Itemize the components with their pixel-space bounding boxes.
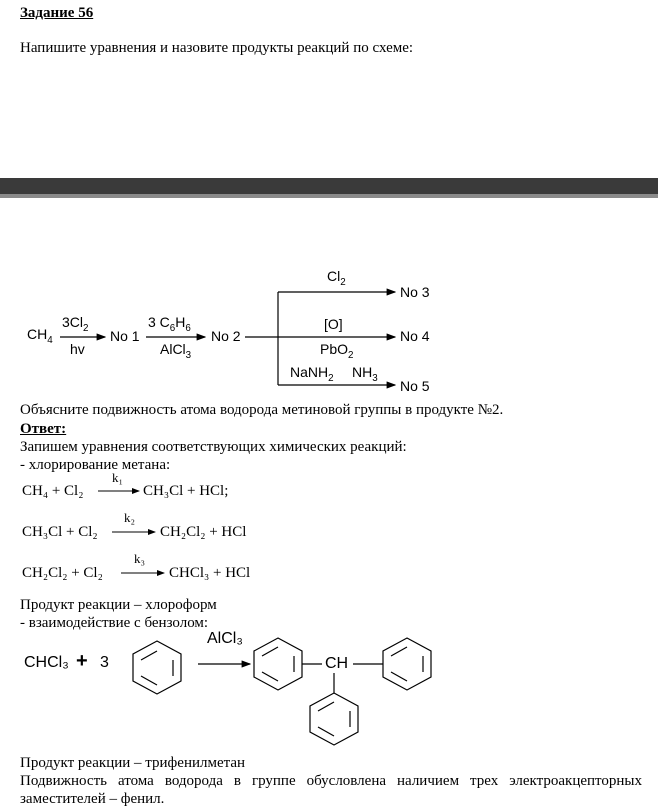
step2-text: - взаимодействие с бензолом: bbox=[20, 615, 209, 631]
eq1-k: k₁ bbox=[112, 470, 124, 485]
scheme-no5: No 5 bbox=[400, 378, 430, 394]
task-text: Напишите уравнения и назовите продукты реакций по схеме: bbox=[20, 40, 414, 56]
benzene-ring-icon bbox=[133, 641, 181, 694]
scheme-r2-top: 3 $C_6H_6$ bbox=[148, 314, 191, 334]
benz-chcl3: CHCl₃ bbox=[24, 654, 69, 671]
product2-text: Продукт реакции – трифенилметан bbox=[20, 755, 246, 771]
scheme-r1-top: $3Cl_2$ bbox=[62, 314, 89, 334]
scheme-b3-a: NaNH$_2$ bbox=[290, 364, 334, 384]
scheme-r1-bottom: hv bbox=[70, 341, 85, 357]
eq1-right: CH₃Cl + HCl; bbox=[143, 483, 229, 499]
phenyl-left-icon bbox=[254, 638, 302, 690]
scheme-r2-bottom: AlCl$_3$ bbox=[160, 341, 192, 361]
explain-text: Подвижность атома водорода в группе обусловлена наличием трех электроакцепторных заместителей – фенил. bbox=[20, 773, 642, 807]
phenyl-right-icon bbox=[383, 638, 431, 690]
intro-text: Запишем уравнения соответствующих химических реакций: bbox=[20, 439, 407, 455]
benz-plus: + bbox=[76, 650, 88, 672]
benz-catalyst: AlCl₃ bbox=[207, 630, 243, 647]
benz-coef: 3 bbox=[100, 654, 109, 671]
scheme-no4: No 4 bbox=[400, 328, 430, 344]
scheme-no2: No 2 bbox=[211, 328, 241, 344]
eq3-right: CHCl₃ + HCl bbox=[169, 565, 251, 581]
eq2-k: k₂ bbox=[124, 510, 136, 525]
eq2-left: CH₃Cl + Cl₂ bbox=[22, 524, 98, 540]
question-text: Объясните подвижность атома водорода метиновой группы в продукте №2. bbox=[20, 402, 504, 418]
scheme-b3-b: $NH_3$ bbox=[352, 364, 378, 384]
phenyl-bottom-icon bbox=[310, 693, 358, 745]
scheme-ch4: $CH_4$ bbox=[27, 326, 53, 346]
scheme-b1-top: $Cl_2$ bbox=[327, 268, 346, 288]
scheme-no1: No 1 bbox=[110, 328, 140, 344]
eq3-left: CH₂Cl₂ + Cl₂ bbox=[22, 565, 103, 581]
answer-label: Ответ: bbox=[20, 421, 67, 437]
benz-ch: CH bbox=[325, 655, 349, 672]
scheme-no3: No 3 bbox=[400, 284, 430, 300]
eq3-k: k₃ bbox=[134, 551, 146, 566]
eq2-right: CH₂Cl₂ + HCl bbox=[160, 524, 247, 540]
task-title: Задание 56 bbox=[20, 5, 94, 21]
eq1-left: CH₄ + Cl₂ bbox=[22, 483, 84, 499]
scheme-b2-bottom: PbO$_2$ bbox=[320, 341, 354, 361]
product1-text: Продукт реакции – хлороформ bbox=[20, 597, 217, 613]
step1-text: - хлорирование метана: bbox=[20, 457, 171, 473]
scheme-b2-top: [O] bbox=[324, 316, 343, 332]
